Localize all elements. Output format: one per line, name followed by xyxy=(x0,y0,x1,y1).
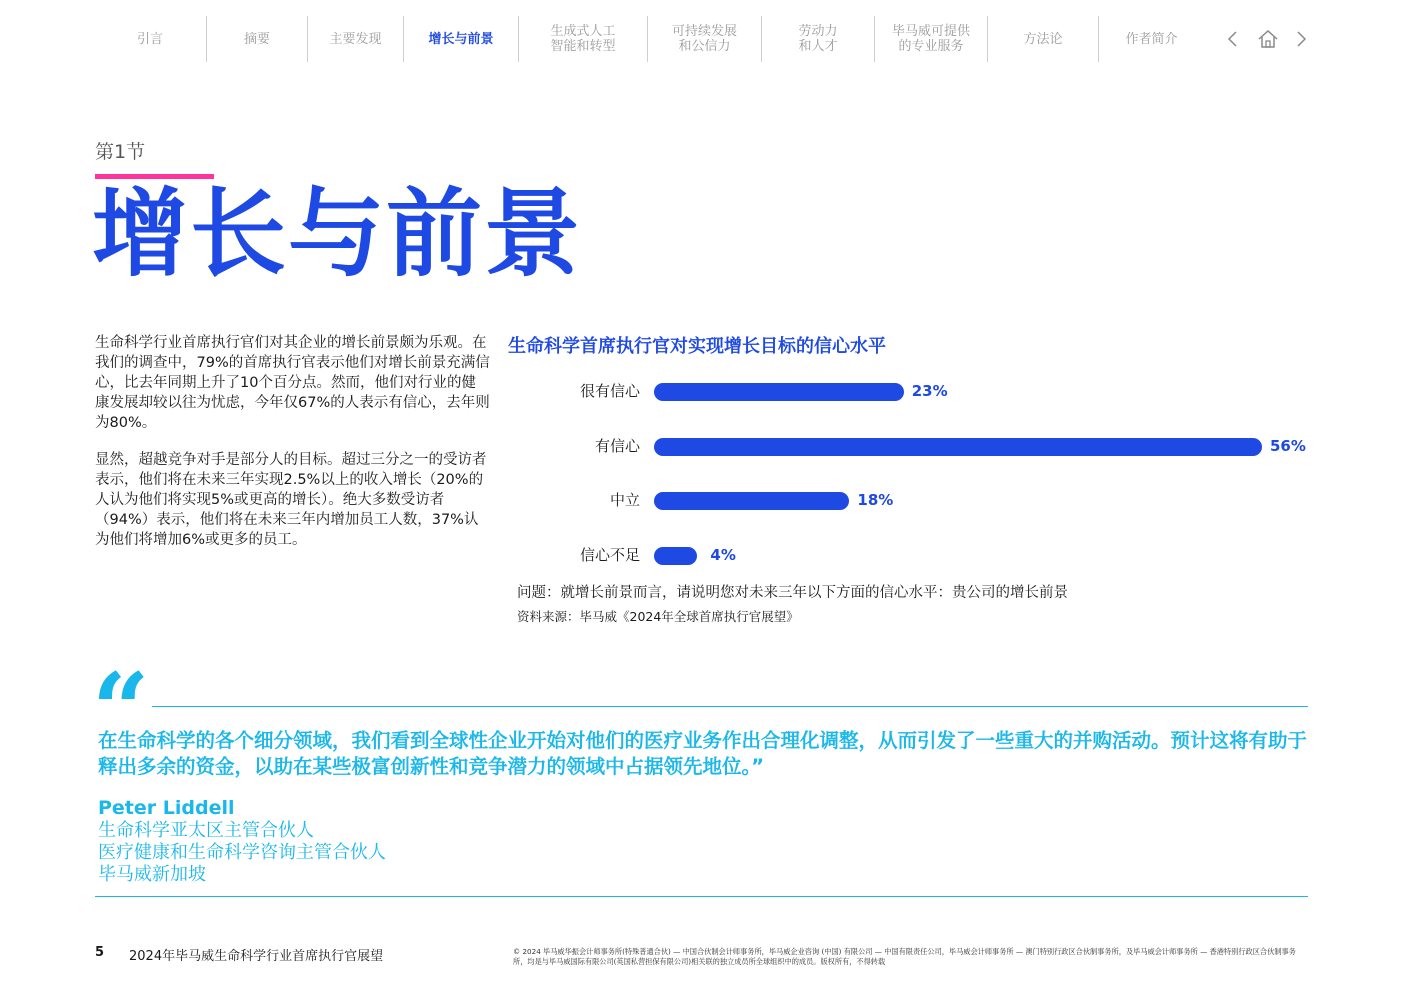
quote-divider-top xyxy=(152,706,1308,707)
chart-source: 资料来源：毕马威《2024年全球首席执行官展望》 xyxy=(517,609,799,624)
page-number: 5 xyxy=(95,945,105,960)
bar-value-label: 18% xyxy=(857,491,894,509)
quote-author: Peter Liddell xyxy=(98,797,235,819)
bar xyxy=(654,547,697,565)
bar-value-label: 56% xyxy=(1270,436,1306,455)
chart-title: 生命科学首席执行官对实现增长目标的信心水平 xyxy=(508,336,886,357)
quote-roles xyxy=(98,820,386,886)
nav-item-kpmg-services[interactable]: 毕马威可提供 的专业服务 xyxy=(891,24,970,54)
nav-item-workforce-talent[interactable]: 劳动力 和人才 xyxy=(798,24,838,54)
body-text xyxy=(95,333,490,567)
bar-category-label: 信心不足 xyxy=(579,545,640,564)
bar xyxy=(654,492,849,510)
nav-item-methodology[interactable]: 方法论 xyxy=(1023,31,1063,47)
bar-value-label: 4% xyxy=(710,545,736,564)
nav-item-introduction[interactable]: 引言 xyxy=(136,31,163,47)
nav-item-growth-outlook[interactable]: 增长与前景 xyxy=(428,31,494,47)
nav-item-summary[interactable]: 摘要 xyxy=(243,31,270,47)
nav-item-authors[interactable]: 作者简介 xyxy=(1125,31,1178,47)
chevron-left-icon[interactable] xyxy=(1221,26,1243,52)
bar xyxy=(654,438,1262,456)
copyright-notice: © 2024 毕马威华振会计师事务所(特殊普通合伙) — 中国合伙制会计师事务所，毕马威企业咨询 (中国) 有限公司 — 中国有限责任公司，毕马威会计师事务所 — 澳门特别行政区合伙制事务所，及毕马威会计师事务所 — 香港特别行政区合伙制事务所，均是与毕马威国际有限公司(英国私营担保有限公司)相关联的独立成员所全球组织中的成员。版权所有，不得转载 xyxy=(513,947,1296,966)
quote-text: 在生命科学的各个细分领域，我们看到全球性企业开始对他们的医疗业务作出合理化调整，从而引发了一些重大的并购活动。预计这将有助于释出多余的资金，以助在某些极富创新性和竞争潜力的领域中占据领先地位。” xyxy=(98,729,1308,778)
body-paragraph: 显然，超越竞争对手是部分人的目标。超过三分之一的受访者表示，他们将在未来三年实现2.5%以上的收入增长（20%的人认为他们将实现5%或更高的增长）。绝大多数受访者（94%）表示，他们将在未来三年内增加员工人数，37%认为他们将增加6%或更多的员工。 xyxy=(95,452,487,548)
home-icon[interactable] xyxy=(1257,26,1279,52)
nav-item-key-findings[interactable]: 主要发现 xyxy=(329,31,382,47)
page-title: 增长与前景 xyxy=(92,178,582,290)
bar-value-label: 23% xyxy=(911,382,948,400)
document-title: 2024年毕马威生命科学行业首席执行官展望 xyxy=(129,949,384,964)
nav-item-sustainability[interactable]: 可持续发展 和公信力 xyxy=(671,24,737,54)
quote-mark-icon: “ xyxy=(92,651,150,769)
quote-role: 生命科学亚太区主管合伙人 xyxy=(98,820,314,841)
bar-category-label: 有信心 xyxy=(594,436,640,455)
confidence-bar-chart xyxy=(508,370,1338,575)
bar-category-label: 很有信心 xyxy=(579,382,640,400)
section-label: 第1节 xyxy=(95,141,146,163)
quote-divider-bottom xyxy=(95,896,1308,897)
bar xyxy=(654,383,904,401)
bar-category-label: 中立 xyxy=(609,491,640,509)
chevron-right-icon[interactable] xyxy=(1291,26,1313,52)
top-nav xyxy=(95,16,1310,62)
quote-role: 毕马威新加坡 xyxy=(98,864,206,885)
chart-question: 问题：就增长前景而言，请说明您对未来三年以下方面的信心水平：贵公司的增长前景 xyxy=(517,585,1068,601)
nav-item-genai-transformation[interactable]: 生成式人工 智能和转型 xyxy=(550,24,616,54)
quote-role: 医疗健康和生命科学咨询主管合伙人 xyxy=(98,842,386,863)
body-paragraph: 生命科学行业首席执行官们对其企业的增长前景颇为乐观。在我们的调查中，79%的首席执行官表示他们对增长前景充满信心，比去年同期上升了10个百分点。然而，他们对行业的健康发展却较以往为忧虑，今年仅67%的人表示有信心，去年则为80%。 xyxy=(95,335,490,431)
